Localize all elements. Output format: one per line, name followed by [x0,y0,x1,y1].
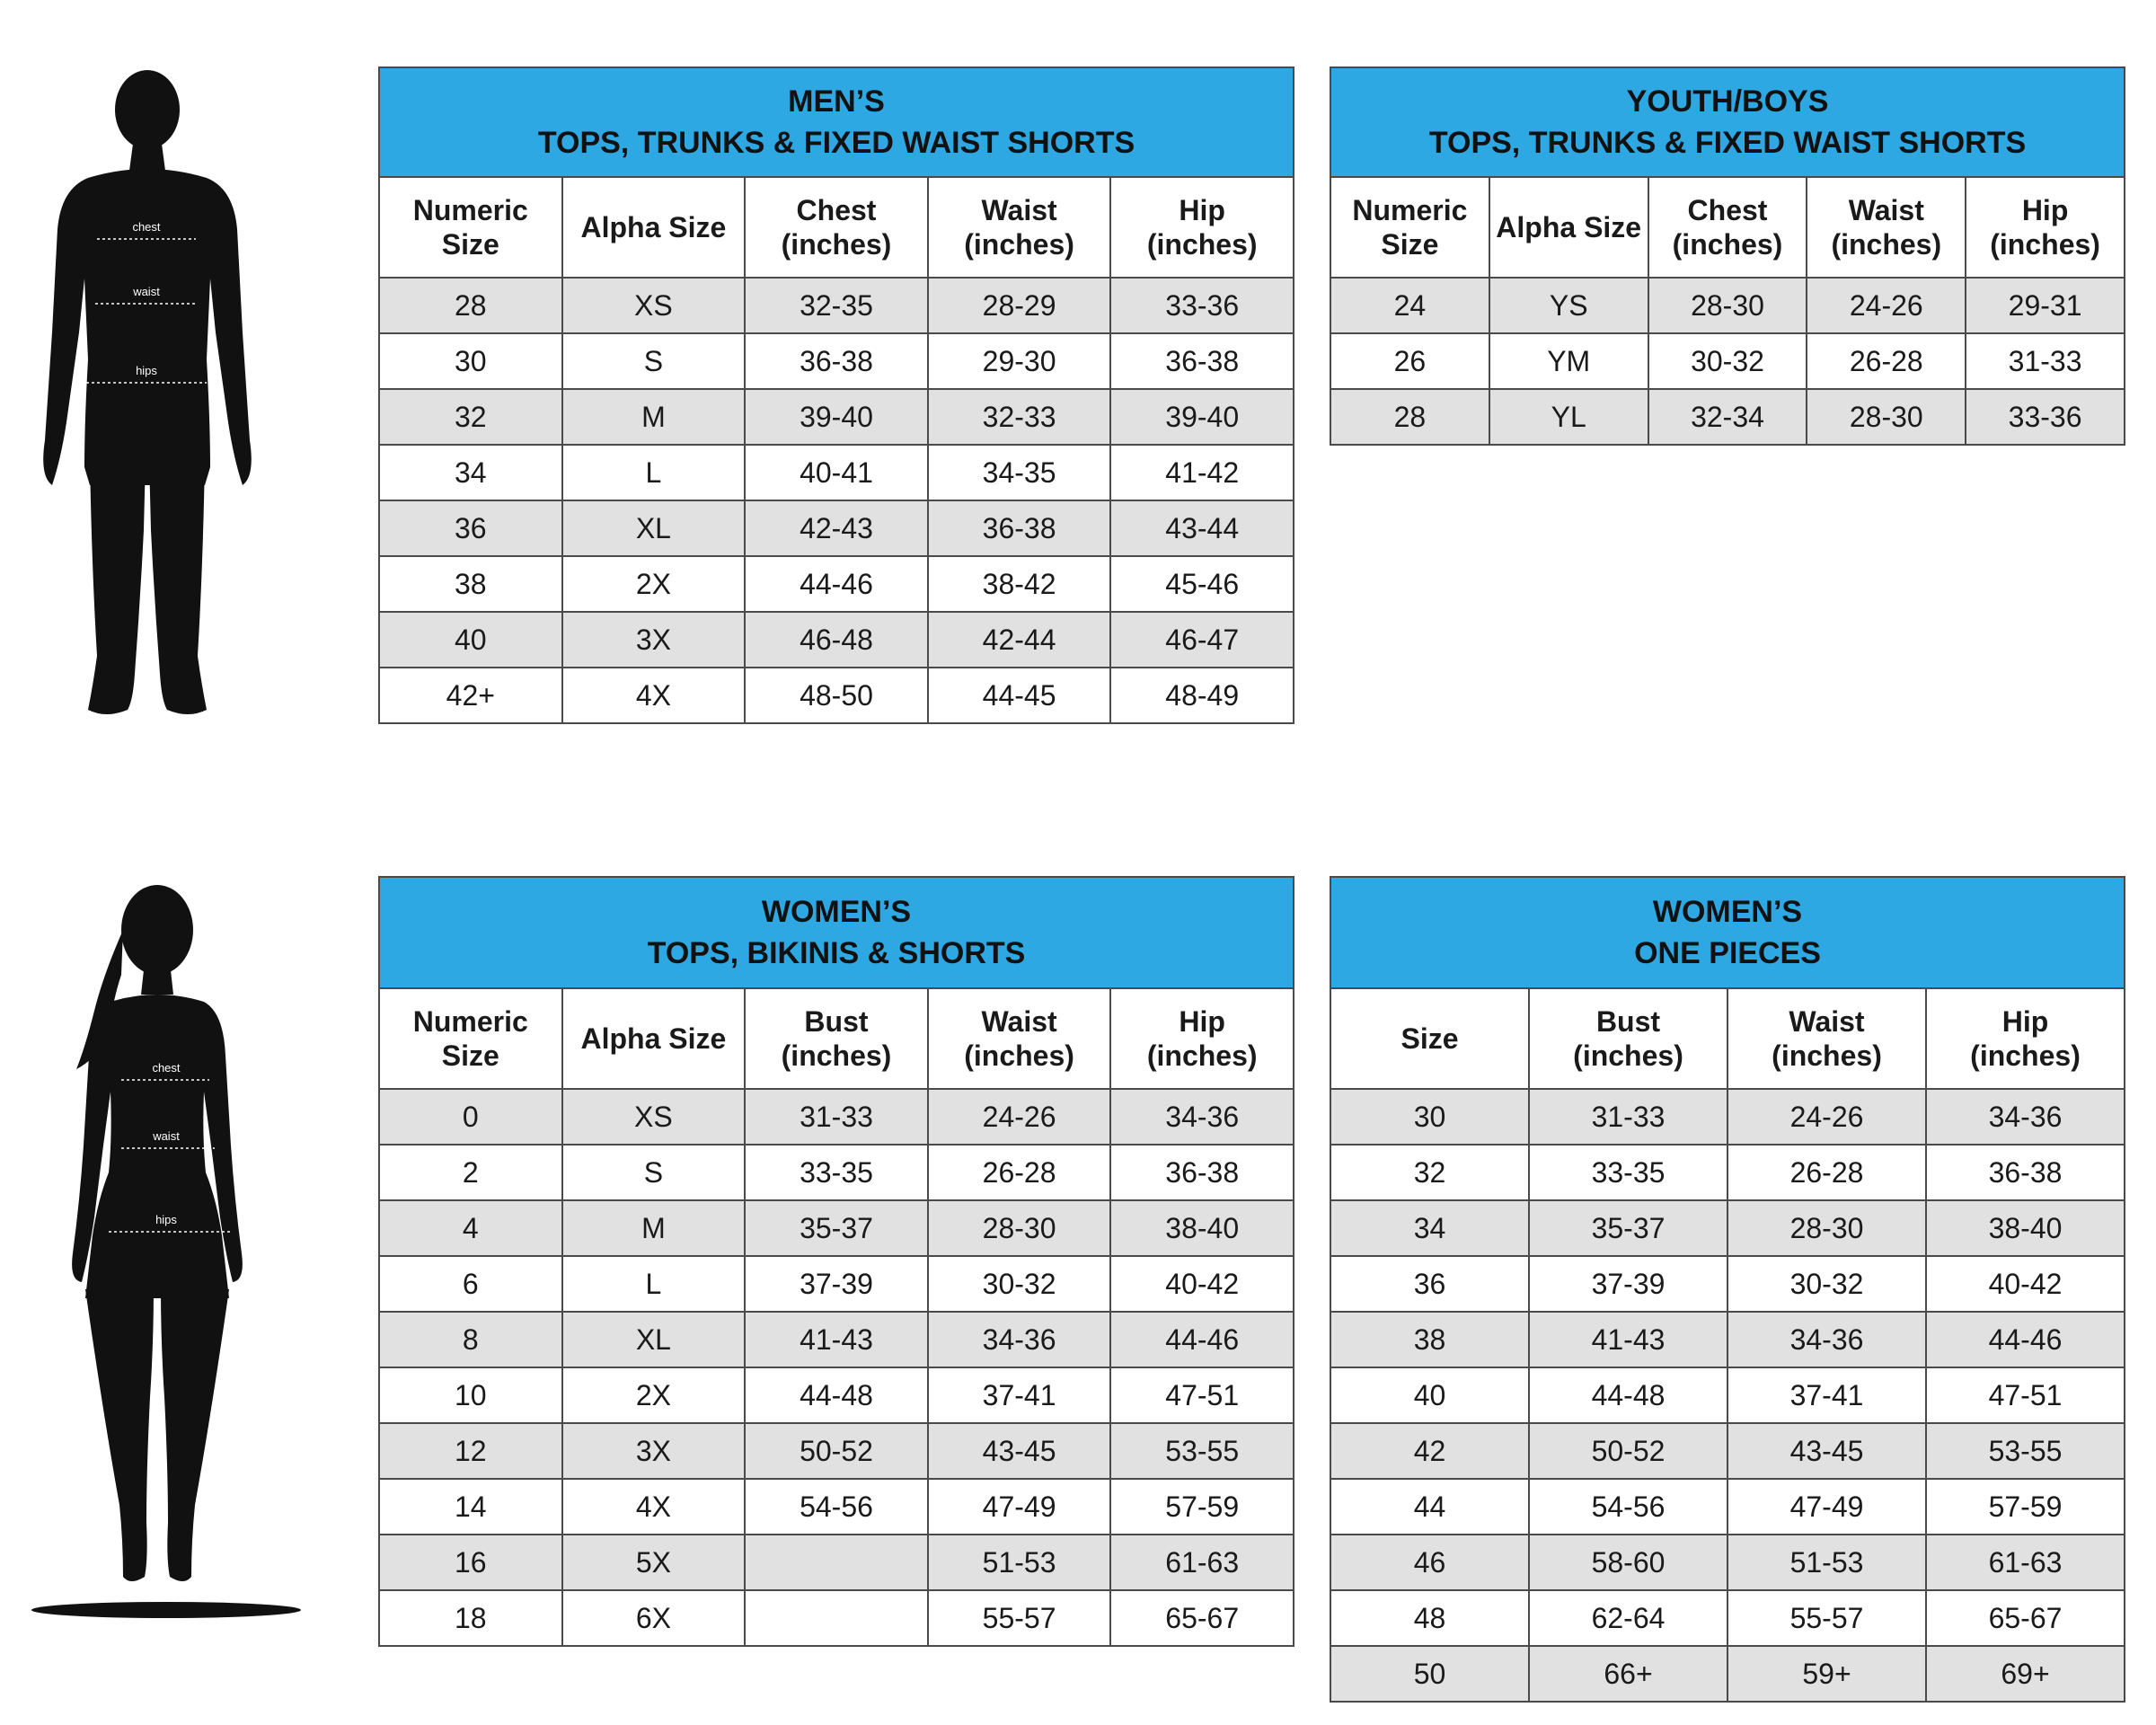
table-cell: 34-35 [928,445,1111,500]
table-cell: 33-36 [1966,389,2125,445]
table-cell: 46 [1330,1535,1529,1590]
table-cell: 42 [1330,1423,1529,1479]
table-cell: 34-36 [928,1312,1111,1367]
table-cell: 40-42 [1926,1256,2125,1312]
column-header-line: Alpha Size [580,211,727,243]
table-cell: 50 [1330,1646,1529,1702]
column-header [1330,177,1489,278]
table-cell: 65-67 [1926,1590,2125,1646]
column-header [1926,988,2125,1089]
female-chest-label: chest [152,1061,181,1075]
column-header [562,988,746,1089]
table-cell [745,1535,928,1590]
table-cell: 61-63 [1926,1535,2125,1590]
column-header-line: Hip [2021,194,2069,226]
table-title-line: TOPS, BIKINIS & SHORTS [647,936,1026,970]
table-row [1330,1479,2125,1535]
male-waist-label: waist [133,285,160,298]
table-cell: 12 [379,1423,562,1479]
table-cell: 34 [379,445,562,500]
column-header-line: (inches) [964,228,1074,261]
table-row [1330,1646,2125,1702]
table-cell: 34 [1330,1200,1529,1256]
table-cell: 29-31 [1966,278,2125,333]
column-header-line: Chest [796,194,877,226]
table-cell: 46-47 [1110,612,1294,668]
column-header [379,988,562,1089]
table-title [379,67,1294,177]
table-row [379,1089,1294,1145]
table-cell: XS [562,1089,746,1145]
column-header [1110,177,1294,278]
table-row [1330,1200,2125,1256]
table-cell: 30-32 [928,1256,1111,1312]
table-title-line: YOUTH/BOYS [1626,84,1829,119]
female-silhouette [22,876,310,1631]
table-cell: 3X [562,612,746,668]
table-cell: YS [1489,278,1648,333]
column-header [745,988,928,1089]
table-cell: S [562,333,746,389]
table-cell: 31-33 [1529,1089,1727,1145]
column-header [928,177,1111,278]
table-cell: 45-46 [1110,556,1294,612]
table-cell: 47-49 [928,1479,1111,1535]
table-cell: 39-40 [1110,389,1294,445]
table-cell: 6X [562,1590,746,1646]
table-cell: 2 [379,1145,562,1200]
table-title-line: TOPS, TRUNKS & FIXED WAIST SHORTS [537,126,1135,160]
table-cell: 5X [562,1535,746,1590]
table-cell: 40 [379,612,562,668]
table-cell: 28-30 [1727,1200,1926,1256]
table-cell: 44-46 [1926,1312,2125,1367]
column-header-line: (inches) [1990,228,2100,261]
column-header-line: (inches) [1970,1039,2081,1072]
male-hips-label: hips [136,364,157,377]
table-cell: 37-41 [928,1367,1111,1423]
table-row [1330,333,2125,389]
table-cell: 57-59 [1926,1479,2125,1535]
table-row [379,1423,1294,1479]
table-cell: 28-30 [928,1200,1111,1256]
table-cell: 59+ [1727,1646,1926,1702]
table-row [1330,278,2125,333]
column-header-line: Hip [1179,1005,1225,1038]
table-title-line: TOPS, TRUNKS & FIXED WAIST SHORTS [1428,126,2027,160]
table-cell: 31-33 [1966,333,2125,389]
table-cell: 54-56 [1529,1479,1727,1535]
table-cell: YL [1489,389,1648,445]
table-cell: 24-26 [1727,1089,1926,1145]
male-silhouette [34,63,259,723]
table-row [379,1535,1294,1590]
table-cell: 28 [1330,389,1489,445]
table-cell: 32-33 [928,389,1111,445]
table-cell: 33-35 [745,1145,928,1200]
table-cell: 37-39 [745,1256,928,1312]
table-cell: 24-26 [928,1089,1111,1145]
column-header-line: (inches) [1672,228,1783,261]
table-cell: 48-49 [1110,668,1294,723]
table-cell: 44-46 [745,556,928,612]
column-header-line: Size [441,1039,499,1072]
male-figure-icon [34,63,259,723]
table-cell: 32-34 [1648,389,1807,445]
column-header-line: Waist [1789,1005,1865,1038]
table-cell: XL [562,500,746,556]
table-row [1330,1312,2125,1367]
male-chest-label: chest [132,220,161,234]
table-cell: 36 [379,500,562,556]
table-row [379,445,1294,500]
table-cell: 44-45 [928,668,1111,723]
table-cell: 40-41 [745,445,928,500]
table-cell: XS [562,278,746,333]
table-cell: 34-36 [1727,1312,1926,1367]
table-cell: 28-30 [1807,389,1966,445]
column-header-line: (inches) [781,1039,892,1072]
table-cell: 47-51 [1926,1367,2125,1423]
table-row [1330,1590,2125,1646]
table-cell: 51-53 [928,1535,1111,1590]
table-cell: 50-52 [1529,1423,1727,1479]
column-header [1966,177,2125,278]
table-cell: 44-48 [1529,1367,1727,1423]
table-cell: 34-36 [1926,1089,2125,1145]
table-cell: 37-39 [1529,1256,1727,1312]
table-cell: 35-37 [1529,1200,1727,1256]
column-header [379,177,562,278]
table-row [379,668,1294,723]
column-header-line: (inches) [1146,228,1258,261]
column-header [1489,177,1648,278]
column-header-line: Waist [1848,194,1924,226]
table-cell: 4X [562,1479,746,1535]
column-header [1110,988,1294,1089]
table-cell: 8 [379,1312,562,1367]
table-cell [745,1590,928,1646]
column-header [1529,988,1727,1089]
column-header-line: Bust [1595,1005,1661,1038]
table-cell: YM [1489,333,1648,389]
table-row [379,1256,1294,1312]
table-cell: 46-48 [745,612,928,668]
table-cell: 30 [379,333,562,389]
table-row [379,500,1294,556]
column-header-line: Size [441,228,499,261]
table-row [379,278,1294,333]
table-cell: M [562,389,746,445]
table-cell: 38-40 [1926,1200,2125,1256]
table-row [379,556,1294,612]
table-title [1330,877,2125,988]
table-cell: 36 [1330,1256,1529,1312]
column-header-line: Hip [2001,1005,2049,1038]
youth-boys-size-table [1330,66,2125,446]
table-title-line: WOMEN’S [761,895,912,929]
female-hips-label: hips [155,1213,177,1226]
column-header-line: Alpha Size [580,1022,727,1055]
table-cell: 36-38 [745,333,928,389]
table-cell: 38 [1330,1312,1529,1367]
table-cell: 54-56 [745,1479,928,1535]
table-cell: 43-44 [1110,500,1294,556]
table-cell: 32-35 [745,278,928,333]
table-cell: 24-26 [1807,278,1966,333]
table-row [379,389,1294,445]
table-cell: 65-67 [1110,1590,1294,1646]
table-cell: 26-28 [1807,333,1966,389]
table-cell: 51-53 [1727,1535,1926,1590]
table-cell: 58-60 [1529,1535,1727,1590]
column-header [1807,177,1966,278]
table-cell: 36-38 [928,500,1111,556]
column-header [745,177,928,278]
table-title-line: MEN’S [788,84,885,119]
table-cell: 36-38 [1110,333,1294,389]
column-header [928,988,1111,1089]
table-row [379,1312,1294,1367]
table-cell: 62-64 [1529,1590,1727,1646]
table-cell: 53-55 [1110,1423,1294,1479]
table-cell: 32 [379,389,562,445]
womens-one-pieces-size-table [1330,876,2125,1703]
table-cell: 31-33 [745,1089,928,1145]
table-cell: 36-38 [1926,1145,2125,1200]
table-cell: 44-48 [745,1367,928,1423]
table-cell: 32 [1330,1145,1529,1200]
column-header [1648,177,1807,278]
table-cell: 30-32 [1727,1256,1926,1312]
table-cell: 50-52 [745,1423,928,1479]
table-cell: 36-38 [1110,1145,1294,1200]
table-cell: L [562,1256,746,1312]
table-row [1330,1256,2125,1312]
table-row [379,1479,1294,1535]
table-cell: 57-59 [1110,1479,1294,1535]
table-cell: 38 [379,556,562,612]
column-header-line: Numeric [412,194,528,226]
column-header-line: (inches) [1831,228,1942,261]
table-row [379,612,1294,668]
table-title-line: WOMEN’S [1652,895,1803,929]
table-cell: 61-63 [1110,1535,1294,1590]
table-cell: 40-42 [1110,1256,1294,1312]
table-cell: 55-57 [928,1590,1111,1646]
column-header-line: Bust [804,1005,869,1038]
table-cell: 40 [1330,1367,1529,1423]
table-cell: 53-55 [1926,1423,2125,1479]
table-cell: 26 [1330,333,1489,389]
column-header-line: Numeric [412,1005,528,1038]
column-header-line: Size [1381,228,1439,261]
table-row [1330,1145,2125,1200]
column-header-line: Size [1401,1022,1459,1055]
column-header-line: (inches) [1772,1039,1882,1072]
table-cell: 4 [379,1200,562,1256]
column-header-line: Alpha Size [1496,211,1642,243]
table-cell: 69+ [1926,1646,2125,1702]
column-header [562,177,746,278]
table-cell: 28 [379,278,562,333]
table-cell: 48 [1330,1590,1529,1646]
table-cell: 14 [379,1479,562,1535]
table-cell: 44 [1330,1479,1529,1535]
column-header-line: (inches) [781,228,892,261]
table-cell: 6 [379,1256,562,1312]
table-cell: 44-46 [1110,1312,1294,1367]
table-cell: 26-28 [1727,1145,1926,1200]
column-header-line: Hip [1179,194,1225,226]
table-cell: 10 [379,1367,562,1423]
table-cell: 29-30 [928,333,1111,389]
table-cell: 37-41 [1727,1367,1926,1423]
table-cell: S [562,1145,746,1200]
table-cell: 24 [1330,278,1489,333]
table-cell: M [562,1200,746,1256]
table-row [1330,1089,2125,1145]
table-cell: 18 [379,1590,562,1646]
mens-size-table [378,66,1294,724]
table-cell: 30 [1330,1089,1529,1145]
table-cell: 33-36 [1110,278,1294,333]
table-cell: 2X [562,1367,746,1423]
table-cell: 26-28 [928,1145,1111,1200]
table-cell: 38-42 [928,556,1111,612]
table-row [1330,1535,2125,1590]
table-cell: 42-44 [928,612,1111,668]
table-cell: 48-50 [745,668,928,723]
table-title-line: ONE PIECES [1634,936,1821,970]
column-header-line: Waist [981,194,1057,226]
table-cell: 3X [562,1423,746,1479]
column-header-line: Waist [981,1005,1057,1038]
table-row [379,1200,1294,1256]
female-figure-icon [22,876,310,1631]
table-cell: 47-51 [1110,1367,1294,1423]
table-cell: 0 [379,1089,562,1145]
womens-tops-size-table [378,876,1294,1647]
table-row [1330,1367,2125,1423]
table-cell: 47-49 [1727,1479,1926,1535]
table-cell: 39-40 [745,389,928,445]
table-cell: 4X [562,668,746,723]
table-cell: 38-40 [1110,1200,1294,1256]
table-cell: 43-45 [928,1423,1111,1479]
table-row [379,1367,1294,1423]
table-cell: XL [562,1312,746,1367]
table-cell: 41-43 [1529,1312,1727,1367]
table-cell: 30-32 [1648,333,1807,389]
column-header [1330,988,1529,1089]
column-header-line: (inches) [1146,1039,1258,1072]
table-cell: 2X [562,556,746,612]
table-row [1330,1423,2125,1479]
column-header-line: Numeric [1352,194,1468,226]
table-cell: 42-43 [745,500,928,556]
table-cell: 55-57 [1727,1590,1926,1646]
table-row [379,1590,1294,1646]
table-cell: L [562,445,746,500]
column-header [1727,988,1926,1089]
table-cell: 34-36 [1110,1089,1294,1145]
table-row [379,333,1294,389]
female-waist-label: waist [153,1129,180,1143]
table-cell: 66+ [1529,1646,1727,1702]
table-cell: 35-37 [745,1200,928,1256]
table-cell: 16 [379,1535,562,1590]
column-header-line: (inches) [964,1039,1074,1072]
table-cell: 42+ [379,668,562,723]
table-row [1330,389,2125,445]
column-header-line: Chest [1687,194,1768,226]
table-cell: 41-42 [1110,445,1294,500]
table-cell: 28-30 [1648,278,1807,333]
table-cell: 28-29 [928,278,1111,333]
table-cell: 43-45 [1727,1423,1926,1479]
table-cell: 33-35 [1529,1145,1727,1200]
table-title [379,877,1294,988]
column-header-line: (inches) [1573,1039,1683,1072]
table-title [1330,67,2125,177]
table-row [379,1145,1294,1200]
table-cell: 41-43 [745,1312,928,1367]
